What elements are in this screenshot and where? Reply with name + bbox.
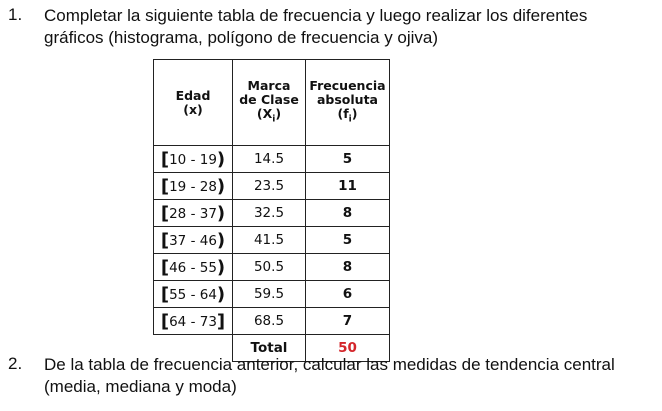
header-marca-symbol-letter: X (262, 105, 273, 121)
interval-cell: [37 - 46) (154, 227, 233, 254)
table-row (154, 146, 390, 173)
header-frecuencia-symbol-letter: f (343, 105, 349, 121)
interval-cell: [19 - 28) (154, 173, 233, 200)
frequency-table (153, 59, 390, 362)
question-2-number: 2. (8, 354, 23, 373)
header-frecuencia (306, 60, 390, 146)
interval-cell: [64 - 73] (154, 308, 233, 335)
header-marca-symbol: $(X_i)$ (256, 105, 282, 125)
header-edad-label: Edad (175, 87, 211, 103)
header-edad (154, 60, 233, 146)
interval-cell: [28 - 37) (154, 200, 233, 227)
header-marca-symbol-sub: i (272, 114, 276, 125)
header-frecuencia-symbol: $(f_i)$ (337, 105, 358, 125)
marca-cell: 41.5 (233, 227, 306, 254)
marca-cell: 59.5 (233, 281, 306, 308)
freq-cell: 7 (306, 308, 390, 335)
header-edad-var: (x) (183, 101, 203, 117)
freq-cell: 5 (306, 227, 390, 254)
header-frecuencia-symbol-sub: i (348, 114, 352, 125)
header-frecuencia-line2: absoluta (316, 91, 378, 107)
marca-cell: 50.5 (233, 254, 306, 281)
question-1-number: 1. (8, 5, 23, 24)
interval-cell: [55 - 64) (154, 281, 233, 308)
freq-cell: 8 (306, 254, 390, 281)
table-row (154, 227, 390, 254)
table-row (154, 254, 390, 281)
total-label: Total (233, 335, 306, 362)
table-row (154, 200, 390, 227)
total-value: 50 (306, 335, 390, 362)
freq-cell: 6 (306, 281, 390, 308)
marca-cell: 14.5 (233, 146, 306, 173)
marca-cell: 68.5 (233, 308, 306, 335)
freq-cell: 8 (306, 200, 390, 227)
header-marca-line2: de Clase (239, 91, 299, 107)
question-1-text: Completar la siguiente tabla de frecuencia y luego realizar los diferentes gráficos (histograma, polígono de frecuencia y ojiva) (44, 6, 588, 47)
header-marca-line1: Marca (247, 77, 291, 93)
table-row (154, 308, 390, 335)
interval-cell: [10 - 19) (154, 146, 233, 173)
header-frecuencia-line1: Frecuencia (309, 77, 386, 93)
table-row (154, 281, 390, 308)
freq-cell: 5 (306, 146, 390, 173)
marca-cell: 32.5 (233, 200, 306, 227)
interval-cell: [46 - 55) (154, 254, 233, 281)
marca-cell: 23.5 (233, 173, 306, 200)
header-marca-clase (233, 60, 306, 146)
table-header-row (154, 60, 390, 146)
table-row (154, 173, 390, 200)
question-2-text: De la tabla de frecuencia anterior, calcular las medidas de tendencia central (media, mediana y moda) (44, 355, 615, 396)
freq-cell: 11 (306, 173, 390, 200)
